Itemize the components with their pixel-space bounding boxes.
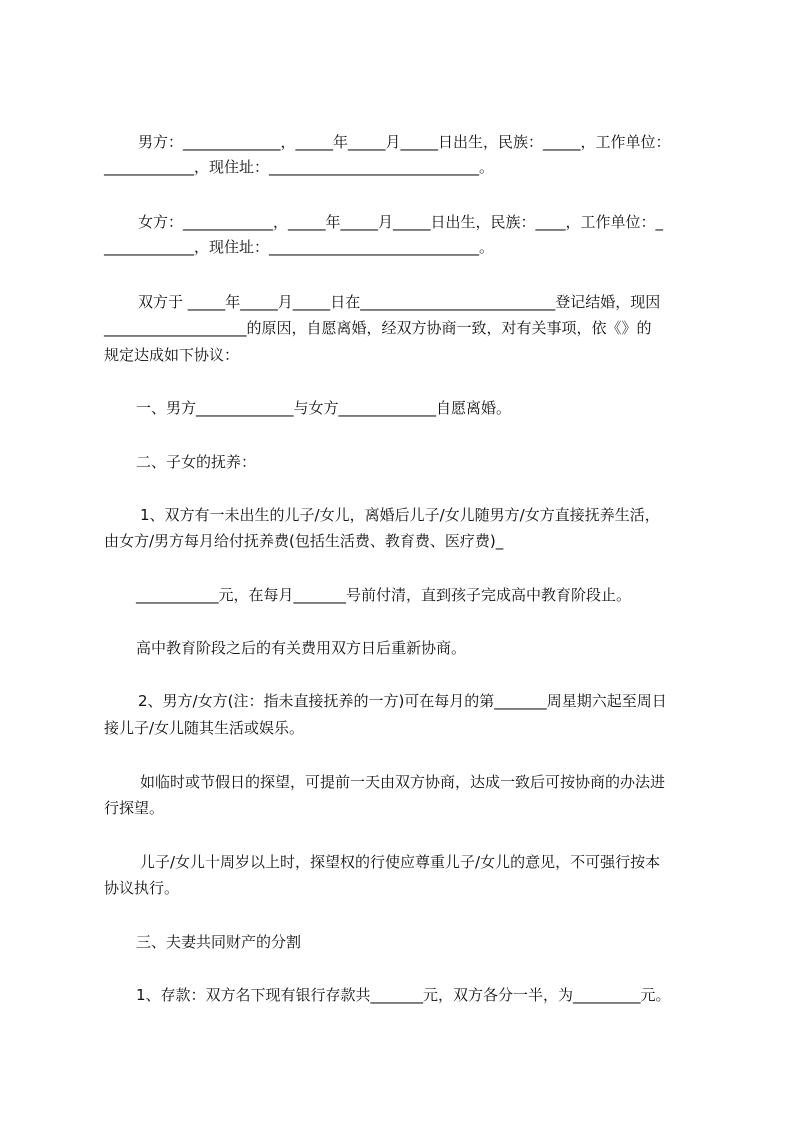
paragraph-line: 接儿子/女儿随其生活或娱乐。 bbox=[104, 719, 305, 737]
section-heading: 三、夫妻共同财产的分割 bbox=[136, 933, 302, 951]
paragraph-line: 男方：_____________，_____年_____月_____日出生，民族：_____，工作单位： bbox=[138, 133, 671, 151]
paragraph-line: 高中教育阶段之后的有关费用双方日后重新协商。 bbox=[136, 639, 467, 657]
paragraph-line: 由女方/男方每月给付抚养费(包括生活费、教育费、医疗费)_ bbox=[104, 532, 504, 550]
paragraph-line: 如临时或节假日的探望，可提前一天由双方协商，达成一致后可按协商的办法进 bbox=[140, 773, 666, 791]
paragraph-line: 行探望。 bbox=[104, 799, 165, 817]
paragraph-line: 2、男方/女方(注：指未直接抚养的一方)可在每月的第_______周星期六起至周日 bbox=[138, 692, 667, 710]
paragraph-line: 女方：____________，_____年_____月_____日出生，民族：____，工作单位：_ bbox=[138, 213, 664, 231]
paragraph-line: 双方于 _____年_____月_____日在__________________________登记结婚，现因 bbox=[138, 293, 661, 311]
paragraph-line: 规定达成如下协议： bbox=[104, 346, 240, 364]
paragraph-line: ___________元，在每月_______号前付清，直到孩子完成高中教育阶段止。 bbox=[136, 586, 632, 604]
paragraph-line: ___________________的原因，自愿离婚，经双方协商一致，对有关事项，依《》的 bbox=[104, 319, 652, 337]
section-heading: 二、子女的抚养： bbox=[136, 453, 257, 471]
paragraph-line: ____________，现住址：____________________________。 bbox=[104, 158, 495, 176]
section-heading: 一、男方_____________与女方_____________自愿离婚。 bbox=[136, 399, 512, 417]
paragraph-line: 1、存款：双方名下现有银行存款共_______元，双方各分一半，为_________元。 bbox=[136, 986, 671, 1004]
paragraph-line: 协议执行。 bbox=[104, 879, 180, 897]
paragraph-line: 儿子/女儿十周岁以上时，探望权的行使应尊重儿子/女儿的意见，不可强行按本 bbox=[140, 853, 661, 871]
paragraph-line: 1、双方有一未出生的儿子/女儿，离婚后儿子/女儿随男方/女方直接抚养生活， bbox=[140, 506, 660, 524]
paragraph-line: ____________，现住址：____________________________。 bbox=[104, 238, 495, 256]
